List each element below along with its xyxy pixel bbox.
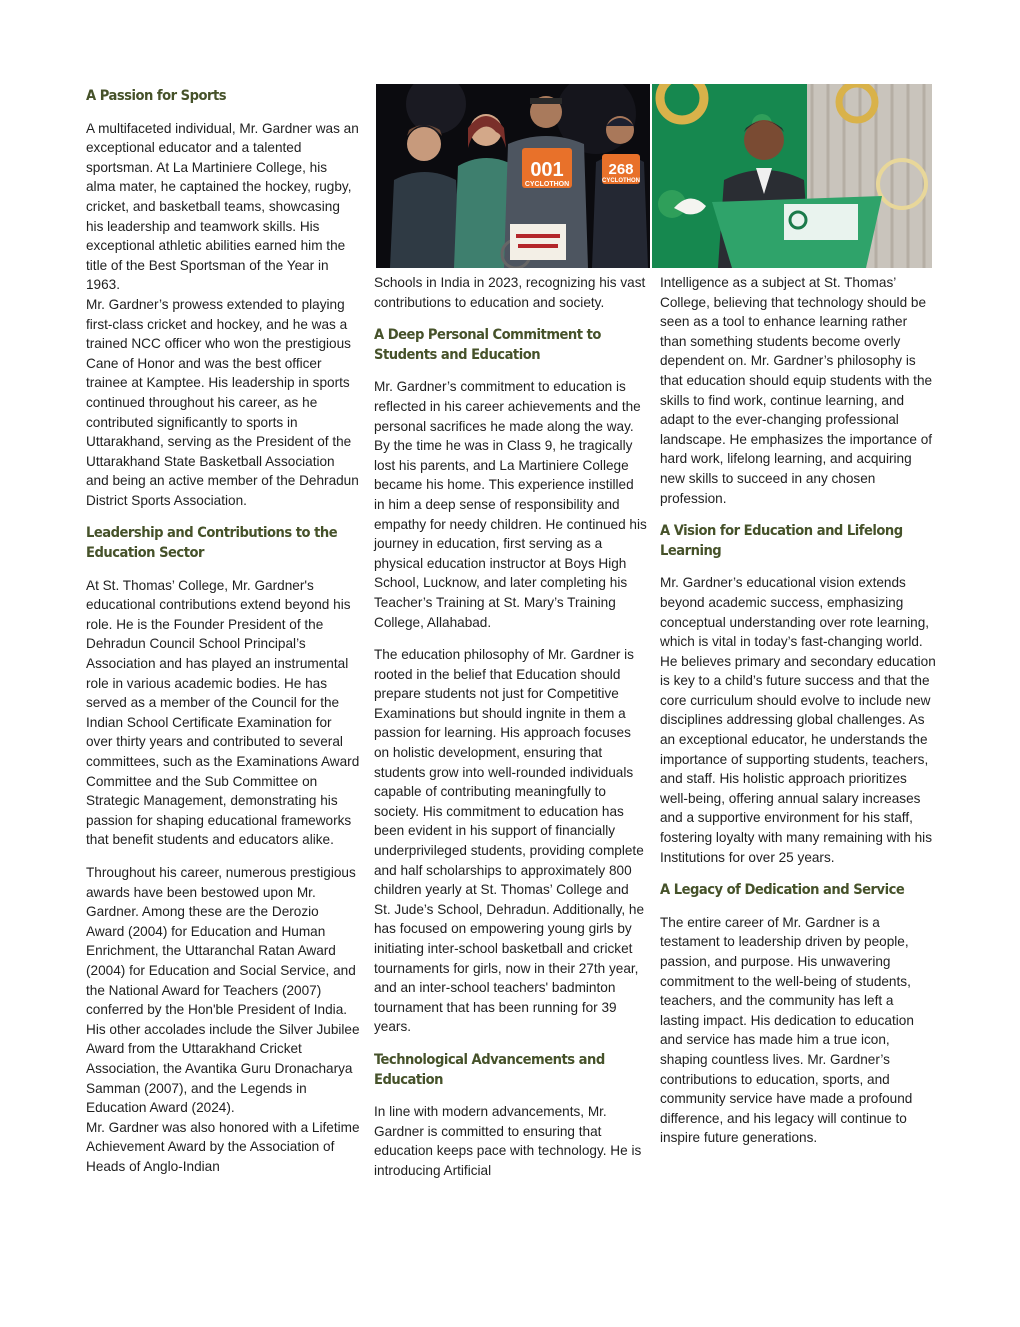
bib-label-2: CYCLOTHON	[602, 178, 640, 184]
column-left	[86, 86, 360, 1189]
paragraph-sports-1: A multifaceted individual, Mr. Gardner was an exceptional educator and a talented sportsman. At La Martiniere College, his alma mater, he captained the hockey, rugby, cricket, and basketball teams, showcasing his leadership and teamwork skills. His exceptional athletic abilities earned him the title of the Best Sportsman of the Year in 1963.	[86, 120, 359, 293]
paragraph-awards-continuation: Schools in India in 2023, recognizing his vast contributions to education and society.	[374, 275, 646, 310]
paragraph-leadership-3: Mr. Gardner was also honored with a Lifetime Achievement Award by the Association of Heads of Anglo-Indian	[86, 1119, 360, 1174]
column-right	[660, 273, 936, 1161]
paragraph-legacy-1: The entire career of Mr. Gardner is a testament to leadership driven by people, passion, and purpose. His unwavering commitment to the well-being of students, teachers, and the community has left a lasting impact. His dedication to education and service has made him a true icon, shaping countless lives. Mr. Gardner’s contributions to education, sports, and community service have made a profound difference, and his legacy will continue to inspire future generations.	[660, 914, 914, 1146]
paragraph-commitment-2: The education philosophy of Mr. Gardner is rooted in the belief that Education should prepare students not just for Competitive Examinations but should ingnite in them a passion for learning. His approach focuses on holistic development, ensuring that students grow into well-rounded individuals capable of contributing meaningfully to society. His commitment to education has been evident in his support of financially underprivileged students, providing complete and half scholarships to approximately 800 children yearly at St. Thomas’ College and St. Jude’s School, Dehradun. Additionally, he has focused on empowering young girls by initiating inter-school basketball and cricket tournaments for girls, now in their 27th year, and an inter-school teachers' badminton tournament that has been running for 39 years.	[374, 647, 645, 1035]
paragraph-vision-1: Mr. Gardner’s educational vision extends beyond academic success, emphasizing conceptual understanding over rote learning, which is vital in today’s fast-changing world. He believes primary and secondary education is key to a child’s future success and that the core curriculum should evolve to include new disciplines addressing global challenges. As an exceptional educator, he understands the importance of supporting students, teachers, and staff. His holistic approach prioritizes well-being, offering annual salary increases and a supportive environment for his staff, fostering loyalty with many remaining with his Institutions for over 25 years.	[660, 575, 936, 865]
heading-passion-for-sports: A Passion for Sports	[86, 87, 227, 104]
heading-vision-education: A Vision for Education and Lifelong Learning	[660, 522, 903, 559]
podium-photo	[652, 84, 932, 268]
paragraph-tech-continuation: Intelligence as a subject at St. Thomas’ College, believing that technology should be seen as a tool to enhance learning rather than something students become overly dependent on. Mr. Gardner’s philosophy is that education should equip students with the skills to find work, continue learning, and adapt to the ever-changing professional landscape. He emphasizes the importance of hard work, lifelong learning, and acquiring new skills to succeed in any chosen profession.	[660, 275, 933, 506]
paragraph-leadership-2: Throughout his career, numerous prestigious awards have been bestowed upon Mr. Gardner. Among these are the Derozio Award (2004) for Education and Human Enrichment, the Uttaranchal Ratan Award (2004) for Education and Social Service, and the National Award for Teachers (2007) conferred by the Hon'ble President of India. His other accolades include the Silver Jubilee Award from the Uttarakhand Cricket Association, the Avantika Guru Dronacharya Samman (2007), and the Legends in Education Award (2024).	[86, 864, 360, 1116]
bib-label-1: CYCLOTHON	[524, 181, 570, 188]
bib-number-2: 268	[608, 161, 634, 178]
heading-personal-commitment: A Deep Personal Commitment to Students and Education	[374, 326, 601, 363]
paragraph-sports-2: Mr. Gardner’s prowess extended to playing first-class cricket and hockey, and he was a trained NCC officer who won the prestigious Cane of Honor and was the best officer trainee at Kamptee. His leadership in sports continued throughout his career, as he contributed significantly to sports in Uttarakhand, serving as the President of the Uttarakhand State Basketball Association and being an active member of the Dehradun District Sports Association.	[86, 296, 359, 508]
column-middle	[374, 273, 648, 1194]
bib-number-1: 001	[530, 159, 564, 181]
heading-legacy: A Legacy of Dedication and Service	[660, 881, 905, 899]
cyclothon-photo	[376, 84, 650, 268]
paragraph-tech-1: In line with modern advancements, Mr. Gardner is committed to ensuring that education keeps pace with technology. He is introducing Artificial	[374, 1104, 642, 1178]
heading-technological-advancements: Technological Advancements and Education	[374, 1050, 605, 1088]
paragraph-leadership-1: At St. Thomas’ College, Mr. Gardner's educational contributions extend beyond his role. He is the Founder President of the Dehradun Council School Principal’s Association and has played an instrumental role in various academic bodies. He has served as a member of the Council for the Indian School Certificate Examination for over thirty years and contributed to several committees, such as the Examinations Award Committee and the Sub Committee on Strategic Management, demonstrating his passion for shaping educational frameworks that benefit students and educators alike.	[86, 577, 360, 848]
paragraph-commitment-1: Mr. Gardner’s commitment to education is reflected in his career achievements and the personal sacrifices he made along the way. By the time he was in Class 9, he tragically lost his parents, and La Martiniere College became his home. This experience instilled in him a deep sense of responsibility and empathy for needy children. He continued his journey in education, first serving as a physical education instructor at Boys High School, Lucknow, and later completing his Teacher’s Training at St. Mary’s Training College, Allahabad.	[374, 379, 647, 630]
heading-leadership: Leadership and Contributions to the Education Sector	[86, 524, 338, 562]
